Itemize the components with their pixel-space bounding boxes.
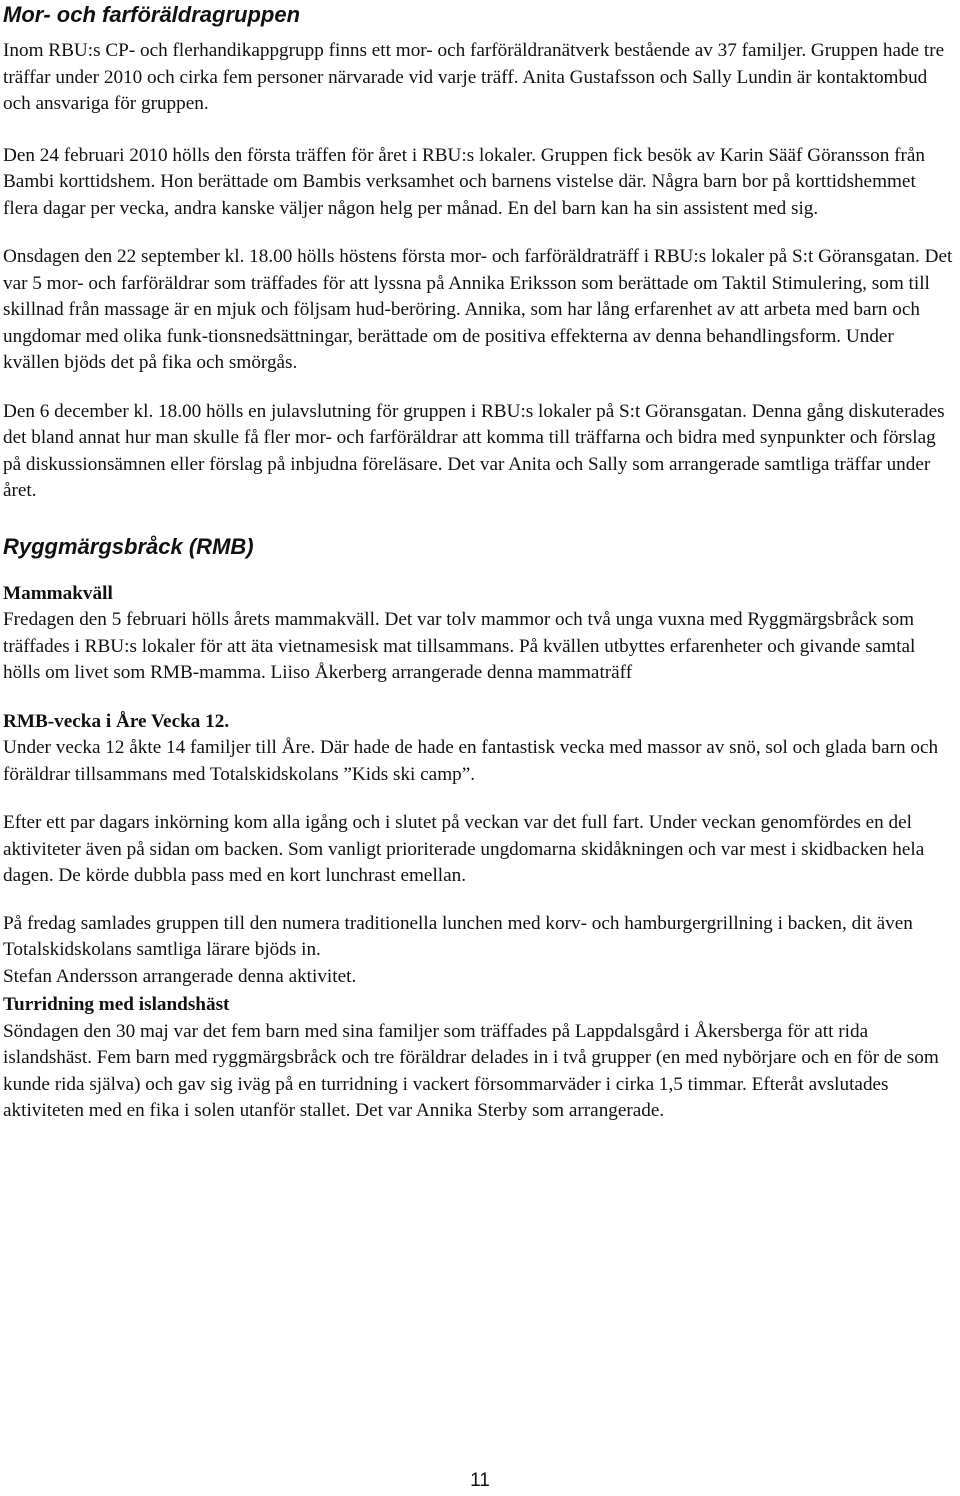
subheading-turridning: Turridning med islandshäst [3, 994, 230, 1015]
paragraph-rmb-vecka-activities: Efter ett par dagars inkörning kom alla igång och i slutet på veckan var det full fart. Under veckan genomfördes en del aktiviteter även på sidan om backen. Som vanligt prioriterade ungdomarna skidåkningen och var mest i skidbacken hela dagen. De körde dubbla pass med en kort lunchrast emellan. [3, 812, 925, 886]
paragraph-rmb-vecka-organizer: Stefan Andersson arrangerade denna aktivitet. [3, 965, 357, 987]
paragraph-september-meeting: Onsdagen den 22 september kl. 18.00 hölls höstens första mor- och farföräldraträff i RBU:s lokaler på S:t Göransgatan. Det var 5 mor- och farföräldrar som träffades för att lyssna på Annika Eriksson som berättade om Taktil Stimulering, som till skillnad från massage är en mjuk och följsam hud-beröring. Annika, som har lång erfarenhet av att arbeta med barn och ungdomar med olika funk-tionsnedsättningar, berättade om de positiva effekterna av denna behandlingsform. Under kvällen bjöds det på fika och smörgås. [3, 246, 953, 373]
paragraph-rmb-vecka-intro: Under vecka 12 åkte 14 familjer till Åre. Där hade de hade en fantastisk vecka med massor av snö, sol och glada barn och föräldrar tillsammans med Totalskidskolans ”Kids ski camp”. [3, 737, 939, 785]
section-heading-mor-och-farforaldragruppen: Mor- och farföräldragruppen [3, 2, 301, 27]
page-number: 11 [470, 1470, 490, 1491]
paragraph-network-intro: Inom RBU:s CP- och flerhandikappgrupp finns ett mor- och farföräldranätverk bestående av 37 familjer. Gruppen hade tre träffar under 2010 och cirka fem personer närvarade vid varje träff. Anita Gustafsson och Sally Lundin är kontaktombud och ansvariga för gruppen. [3, 40, 945, 114]
paragraph-turridning: Söndagen den 30 maj var det fem barn med sina familjer som träffades på Lappdalsgård i Åkersberga för att rida islandshäst. Fem barn med ryggmärgsbråck och tre föräldrar delades in i två grupper (en med nybörjare och en för de som kunde rida själva) och gav sig iväg på en turridning i vackert försommarväder i cirka 1,5 timmar. Efteråt avslutades aktiviteten med en fika i solen utanför stallet. Det var Annika Sterby som arrangerade. [3, 1020, 939, 1121]
subheading-rmb-vecka: RMB-vecka i Åre Vecka 12. [3, 710, 230, 732]
paragraph-rmb-vecka-lunch: På fredag samlades gruppen till den numera traditionella lunchen med korv- och hamburgergrillning i backen, dit även Totalskidskolans samtliga lärare bjöds in. [3, 912, 913, 960]
paragraph-mammakvall: Fredagen den 5 februari hölls årets mammakväll. Det var tolv mammor och två unga vuxna med Ryggmärgsbråck som träffades i RBU:s lokaler för att äta vietnamesisk mat tillsammans. På kvällen utbyttes erfarenheter och givande samtal hölls om livet som RMB-mamma. Liiso Åkerberg arrangerade denna mammaträff [3, 609, 916, 683]
document-page [3, 0, 955, 1125]
section-heading-ryggmargsbrack: Ryggmärgsbråck (RMB) [3, 533, 254, 559]
paragraph-february-meeting: Den 24 februari 2010 hölls den första träffen för året i RBU:s lokaler. Gruppen fick besök av Karin Sääf Göransson från Bambi korttidshem. Hon berättade om Bambis verksamhet och barnens vistelse där. Några barn bor på korttidshemmet flera dagar per vecka, andra kanske väljer någon helg per månad. En del barn kan ha sin assistent med sig. [3, 144, 925, 219]
paragraph-december-meeting: Den 6 december kl. 18.00 hölls en julavslutning för gruppen i RBU:s lokaler på S:t Göransgatan. Denna gång diskuterades det bland annat hur man skulle få fler mor- och farföräldrar att komma till träffarna och bidra med synpunkter och förslag på diskussionsämnen eller förslag på inbjudna föreläsare. Det var Anita och Sally som arrangerade samtliga träffar under året. [3, 400, 945, 501]
subheading-mammakvall: Mammakväll [3, 582, 113, 604]
